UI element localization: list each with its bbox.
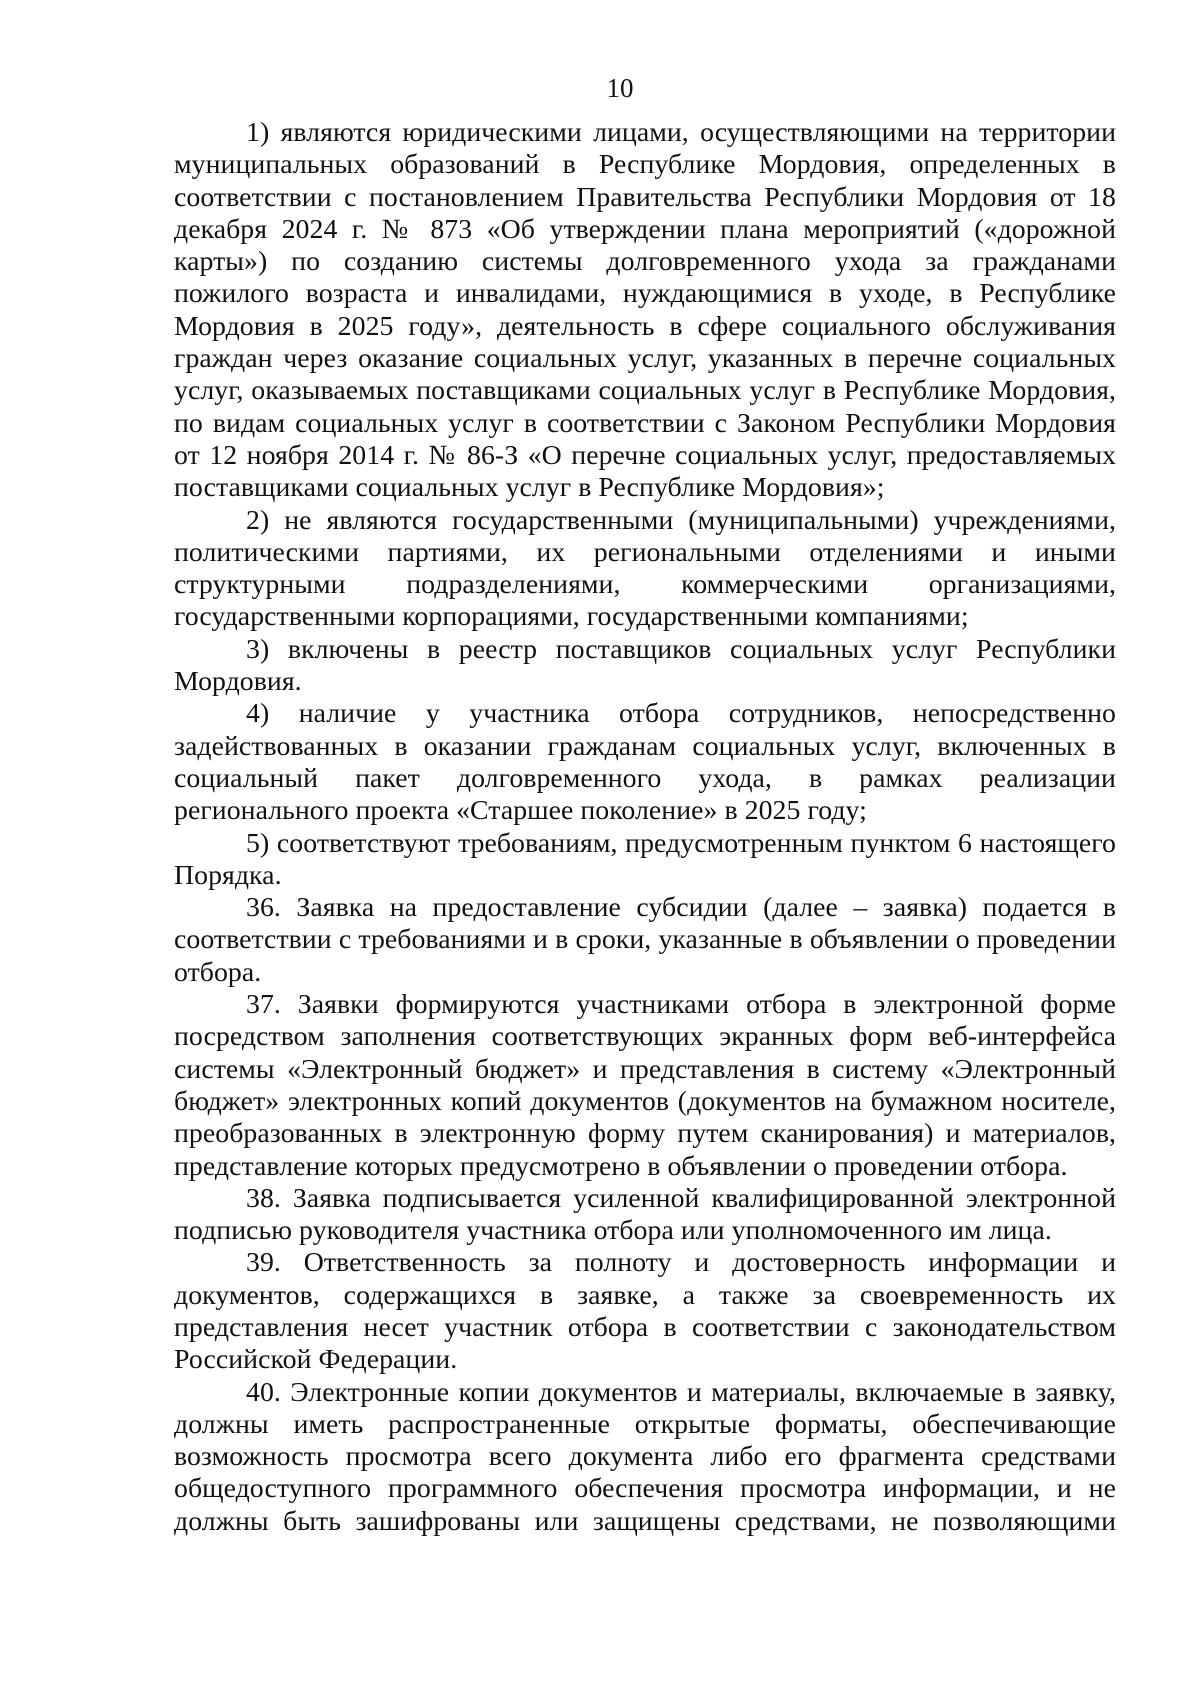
paragraph-38: 38. Заявка подписывается усиленной квалифицированной электронной подписью руководителя участника отбора или уполномоченного им лица.	[174, 1182, 1116, 1247]
page-number: 10	[606, 73, 634, 103]
paragraph-item-3: 3) включены в реестр поставщиков социальных услуг Республики Мордовия.	[174, 633, 1116, 698]
paragraph-37: 37. Заявки формируются участниками отбора в электронной форме посредством заполнения соответствующих экранных форм веб-интерфейса системы «Электронный бюджет» и представления в систему «Электронный бюджет» электронных копий документов (документов на бумажном носителе, преобразованных в электронную форму путем сканирования) и материалов, представление которых предусмотрено в объявлении о проведении отбора.	[174, 989, 1116, 1182]
paragraph-item-1: 1) являются юридическими лицами, осуществляющими на территории муниципальных образований в Республике Мордовия, определенных в соответствии с постановлением Правительства Республики Мордовия от 18 декабря 2024 г. № 873 «Об утверждении плана мероприятий («дорожной карты») по созданию системы долговременного ухода за гражданами пожилого возраста и инвалидами, нуждающимися в уходе, в Республике Мордовия в 2025 году», деятельность в сфере социального обслуживания граждан через оказание социальных услуг, указанных в перечне социальных услуг, оказываемых поставщиками социальных услуг в Республике Мордовия, по видам социальных услуг в соответствии с Законом Республики Мордовия от 12 ноября 2014 г. № 86-З «О перечне социальных услуг, предоставляемых поставщиками социальных услуг в Республике Мордовия»;	[174, 117, 1116, 504]
document-body	[174, 117, 1116, 1538]
paragraph-item-5: 5) соответствуют требованиям, предусмотренным пунктом 6 настоящего Порядка.	[174, 827, 1116, 891]
paragraph-item-2: 2) не являются государственными (муниципальными) учреждениями, политическими партиями, их региональными отделениями и иными структурными подразделениями, коммерческими организациями, государственными корпорациями, государственными компаниями;	[174, 504, 1116, 633]
paragraph-40: 40. Электронные копии документов и материалы, включаемые в заявку, должны иметь распространенные открытые форматы, обеспечивающие возможность просмотра всего документа либо его фрагмента средствами общедоступного программного обеспечения просмотра информации, и не должны быть зашифрованы или защищены средствами, не позволяющими	[174, 1376, 1116, 1537]
paragraph-39: 39. Ответственность за полноту и достоверность информации и документов, содержащихся в заявке, а также за своевременность их представления несет участник отбора в соответствии с законодательством Российской Федерации.	[174, 1247, 1116, 1376]
paragraph-36: 36. Заявка на предоставление субсидии (далее – заявка) подается в соответствии с требованиями и в сроки, указанные в объявлении о проведении отбора.	[174, 892, 1116, 988]
paragraph-item-4: 4) наличие у участника отбора сотрудников, непосредственно задействованных в оказании гражданам социальных услуг, включенных в социальный пакет долговременного ухода, в рамках реализации регионального проекта «Старшее поколение» в 2025 году;	[174, 698, 1116, 827]
